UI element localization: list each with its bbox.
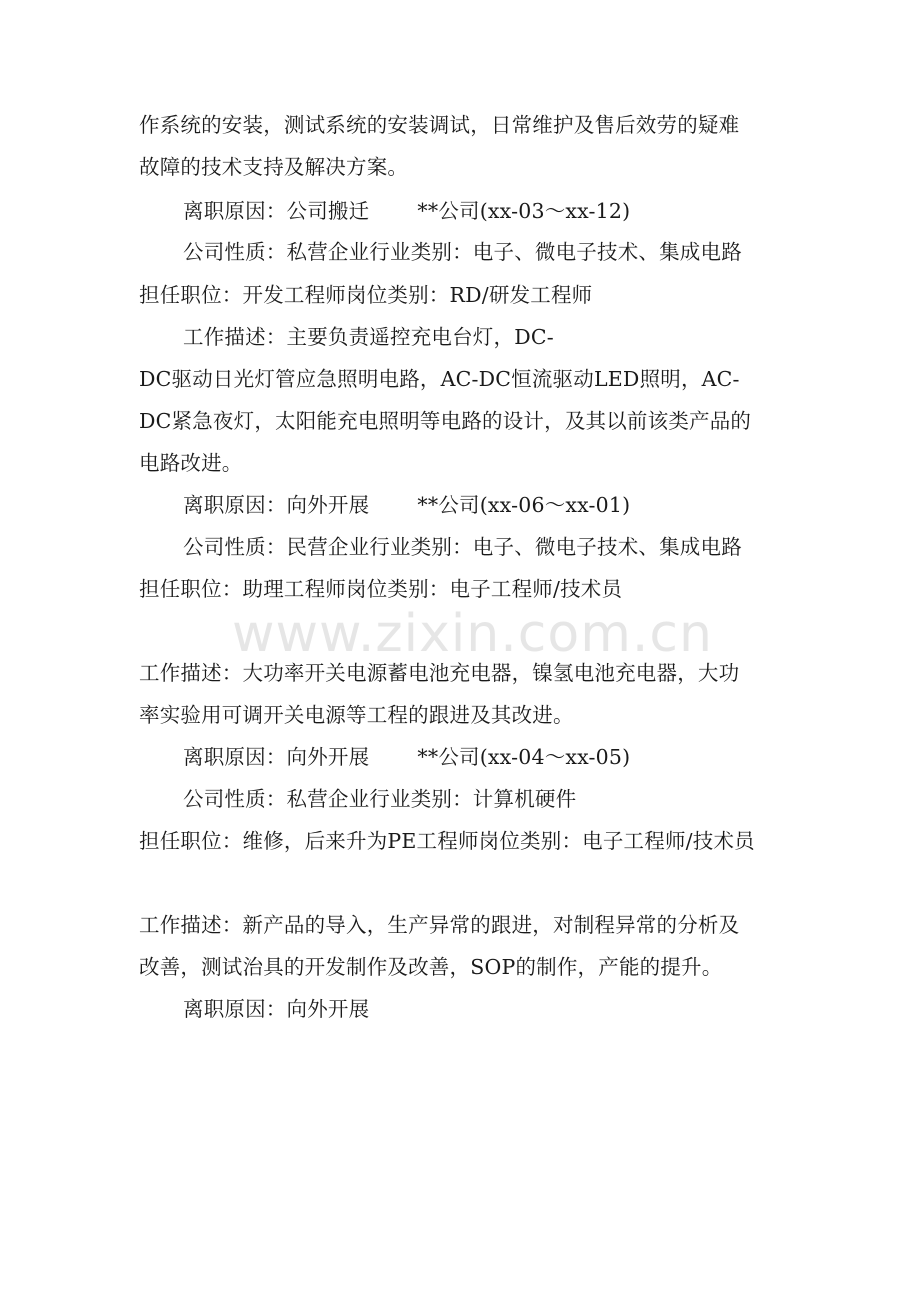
text-line: 改善，测试治具的开发制作及改善，SOP的制作，产能的提升。 xyxy=(139,955,723,979)
text-line: 离职原因：向外开展 **公司(xx-06～xx-01) xyxy=(183,493,631,517)
text-line: 电路改进。 xyxy=(139,451,243,475)
watermark-text: www.zixin.com.cn xyxy=(232,604,713,664)
text-line: DC紧急夜灯，太阳能充电照明等电路的设计，及其以前该类产品的 xyxy=(139,409,752,433)
text-line: 担任职位：开发工程师岗位类别：RD/研发工程师 xyxy=(139,283,593,307)
text-line: DC驱动日光灯管应急照明电路，AC-DC恒流驱动LED照明，AC- xyxy=(139,367,740,391)
text-line: 工作描述：大功率开关电源蓄电池充电器，镍氢电池充电器，大功 xyxy=(139,661,740,685)
text-line: 公司性质：私营企业行业类别：计算机硬件 xyxy=(183,787,577,811)
text-line: 离职原因：向外开展 **公司(xx-04～xx-05) xyxy=(183,745,631,769)
text-line: 工作描述：主要负责遥控充电台灯，DC- xyxy=(183,325,554,349)
text-line: 故障的技术支持及解决方案。 xyxy=(139,155,409,179)
text-line: 担任职位：维修，后来升为PE工程师岗位类别：电子工程师/技术员 xyxy=(139,829,755,853)
text-line: 公司性质：民营企业行业类别：电子、微电子技术、集成电路 xyxy=(183,535,742,559)
text-line: 率实验用可调开关电源等工程的跟进及其改进。 xyxy=(139,703,574,727)
text-line: 担任职位：助理工程师岗位类别：电子工程师/技术员 xyxy=(139,577,623,601)
text-line: 公司性质：私营企业行业类别：电子、微电子技术、集成电路 xyxy=(183,240,742,264)
text-line: 离职原因：向外开展 xyxy=(183,997,370,1021)
text-line: 离职原因：公司搬迁 **公司(xx-03～xx-12) xyxy=(183,199,631,223)
text-line: 作系统的安装，测试系统的安装调试，日常维护及售后效劳的疑难 xyxy=(139,113,740,137)
text-line: 工作描述：新产品的导入，生产异常的跟进，对制程异常的分析及 xyxy=(139,913,740,937)
